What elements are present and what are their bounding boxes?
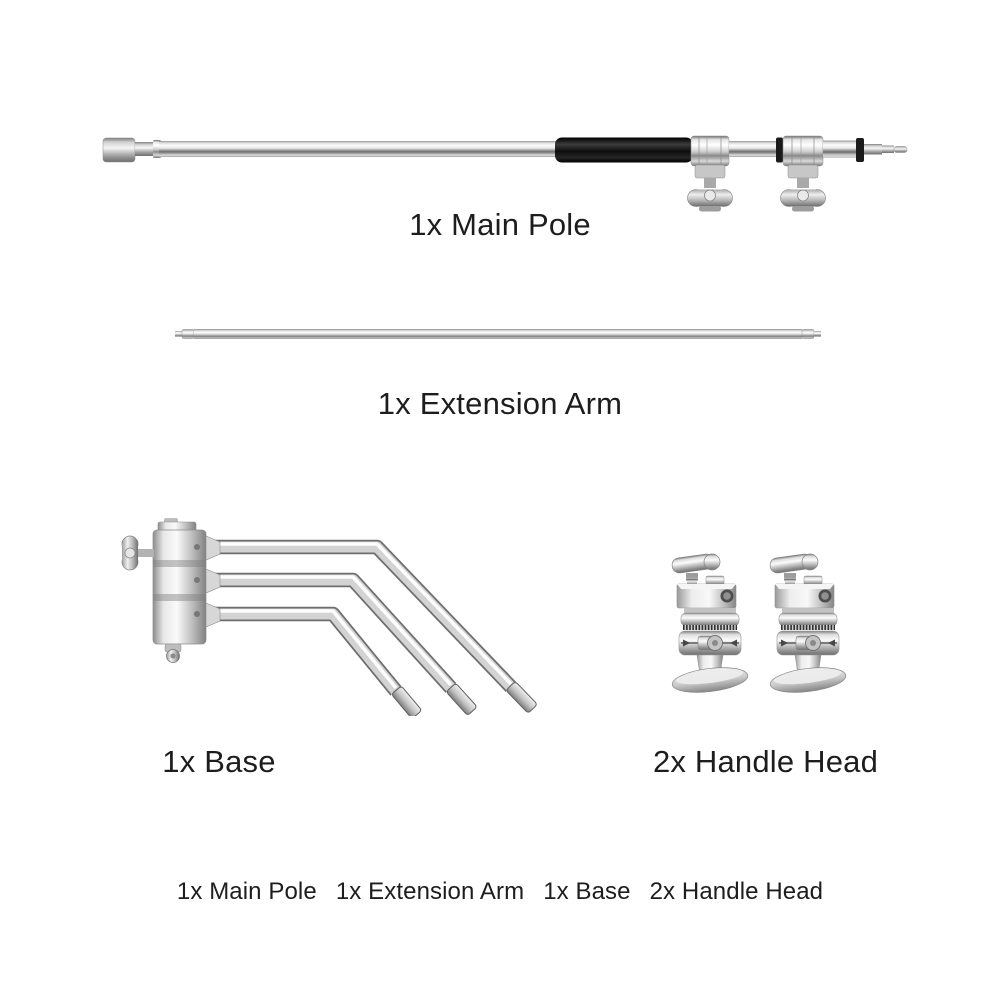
pole-tube: [823, 141, 856, 158]
pole-clamp-1: [688, 136, 733, 212]
pole-tube: [159, 141, 559, 157]
summary-item-main-pole: 1x Main Pole: [176, 878, 317, 905]
pole-left-cap: [103, 138, 161, 162]
pole-foam-grip: [555, 138, 693, 163]
base-image: [108, 516, 543, 716]
extension-arm-label: 1x Extension Arm: [377, 386, 623, 421]
base-leg-top: [203, 544, 537, 713]
pole-tube: [729, 141, 776, 157]
base-hub: [122, 518, 220, 663]
summary-item-handle-head: 2x Handle Head: [649, 878, 824, 905]
base-leg-middle: [203, 577, 477, 716]
extension-arm-image: [172, 322, 824, 346]
kit-contents-summary: [0, 878, 1000, 906]
handle-head-image-1: [664, 548, 756, 696]
main-pole-label: 1x Main Pole: [409, 207, 591, 242]
base-bottom-bolt: [165, 644, 181, 663]
pole-spigot: [864, 144, 907, 155]
main-pole-image: [95, 125, 915, 220]
base-label: 1x Base: [162, 744, 276, 779]
summary-item-base: 1x Base: [543, 878, 631, 905]
summary-item-extension-arm: 1x Extension Arm: [335, 878, 525, 905]
pole-clamp-2: [781, 136, 826, 212]
handle-head-label: 2x Handle Head: [652, 744, 879, 779]
pole-o-ring-1: [776, 138, 783, 163]
extension-arm-rod: [175, 329, 821, 339]
handle-head-image-2: [762, 548, 854, 696]
base-legs: [203, 544, 537, 716]
pole-o-ring-2: [856, 138, 864, 162]
base-wing-knob: [122, 536, 154, 570]
